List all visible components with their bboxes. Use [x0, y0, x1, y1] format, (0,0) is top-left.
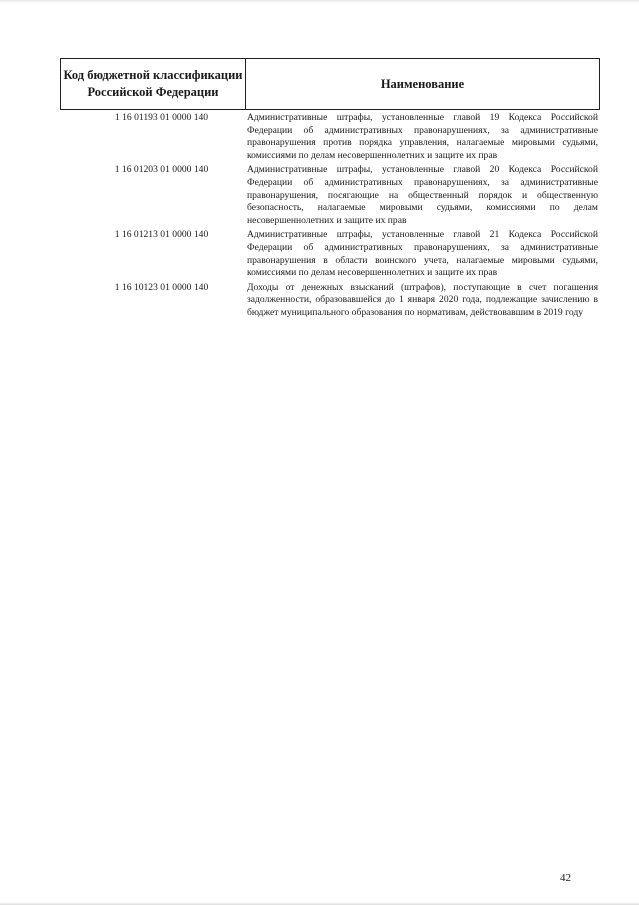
table-row	[60, 280, 600, 320]
header-name-column: Наименование	[380, 76, 465, 91]
row-name: Административные штрафы, установленные главой 20 Кодекса Российской Федерации об административных правонарушениях, за административные правонарушения, посягающие на общественный порядок и общественную безопасность, налагаемые мировыми судьями, комиссиями по делам несовершеннолетних и защите их прав	[247, 164, 598, 226]
header-code-column: Код бюджетной классификации Российской Федерации	[61, 59, 246, 109]
table-row	[60, 227, 600, 279]
row-name: Административные штрафы, установленные главой 21 Кодекса Российской Федерации об административных правонарушениях, за административные правонарушения в области воинского учета, налагаемые мировыми судьями, комиссиями по делам несовершеннолетних и защите их прав	[247, 229, 598, 279]
table-body	[60, 110, 600, 320]
page-number: 42	[560, 872, 571, 884]
row-code: 1 16 01203 01 0000 140	[114, 164, 209, 176]
scan-top-edge	[0, 0, 639, 3]
row-code: 1 16 10123 01 0000 140	[114, 281, 209, 293]
row-code: 1 16 01193 01 0000 140	[114, 112, 209, 123]
table-header	[60, 58, 600, 110]
table-row	[60, 162, 600, 227]
table-row	[60, 110, 600, 162]
row-name: Доходы от денежных взысканий (штрафов), поступающие в счет погашения задолженности, образовавшейся до 1 января 2020 года, подлежащие зачислению в бюджет муниципального образования по нормативам, действовавшим в 2019 году	[247, 281, 598, 318]
row-name: Административные штрафы, установленные главой 19 Кодекса Российской Федерации об административных правонарушениях, за административные правонарушения против порядка управления, налагаемые мировыми судьями, комиссиями по делам несовершеннолетних и защите их прав	[247, 112, 598, 161]
row-code: 1 16 01213 01 0000 140	[114, 229, 209, 241]
